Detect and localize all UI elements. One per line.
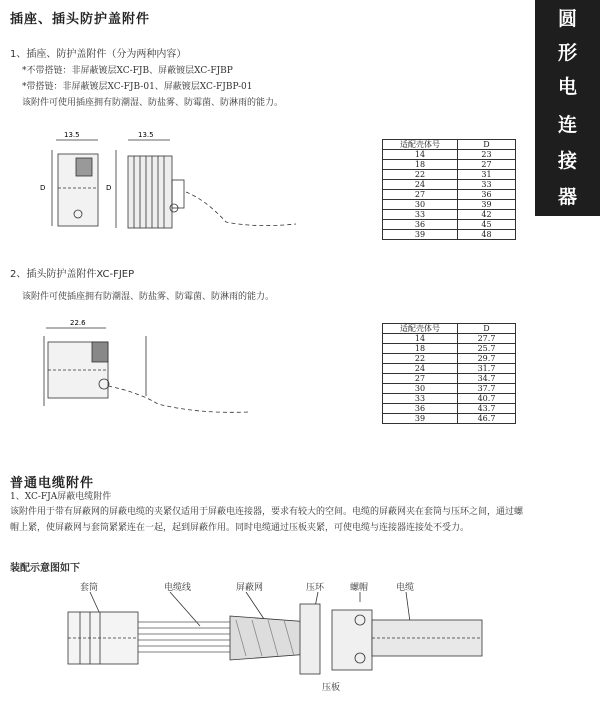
table-cell: 22 <box>383 354 458 364</box>
table-cell: 14 <box>383 150 458 160</box>
banner-char-3: 电 <box>557 76 577 98</box>
table-cell: 37.7 <box>458 384 516 394</box>
table-cell: 36 <box>458 190 516 200</box>
table-row <box>383 150 516 160</box>
dim-label-c: 22.6 <box>70 319 86 327</box>
assembly-drawing <box>60 592 500 684</box>
table-row <box>383 190 516 200</box>
label-nut: 螺帽 <box>350 583 369 593</box>
table-cell: 22 <box>383 170 458 180</box>
table-row <box>383 160 516 170</box>
table-cell: 39 <box>458 200 516 210</box>
table-row <box>383 384 516 394</box>
table-cell: 36 <box>383 220 458 230</box>
item1-title: 1、插座、防护盖附件（分为两种内容） <box>10 49 187 60</box>
table-cell: 39 <box>383 414 458 424</box>
table-row <box>383 210 516 220</box>
table-cell: 46.7 <box>458 414 516 424</box>
table-cell: 45 <box>458 220 516 230</box>
table-header-cell: 适配壳体号 <box>383 140 458 150</box>
table-cell: 33 <box>383 210 458 220</box>
banner-char-6: 器 <box>557 186 577 208</box>
table-cell: 29.7 <box>458 354 516 364</box>
cable-item1-paragraph: 该附件用于带有屏蔽网的屏蔽电缆的夹紧仅适用于屏蔽电连接器，要求有较大的空间。电缆的屏蔽网夹在套筒与压环之间，通过螺帽上紧，使屏蔽网与套筒紧紧连在一起，起到屏蔽作用。同时电缆通过压板夹紧，可使电缆与连接器连接处不受力。 <box>10 507 524 533</box>
table-row <box>383 230 516 240</box>
table-cell: 31.7 <box>458 364 516 374</box>
label-shield: 屏蔽网 <box>236 583 264 593</box>
table-cell: 27 <box>383 190 458 200</box>
item1-line3: 该附件可使用插座拥有防潮湿、防盐雾、防霉菌、防淋雨的能力。 <box>22 98 284 108</box>
item1-line1: *不带搭链：非屏蔽镀层XC-FJB、屏蔽镀层XC-FJBP <box>22 66 233 76</box>
table-row <box>383 414 516 424</box>
table-cell: 24 <box>383 364 458 374</box>
dim-label-a: 13.5 <box>64 131 80 139</box>
table-cell: 18 <box>383 160 458 170</box>
dim-label-b: 13.5 <box>138 131 154 139</box>
table-header-cell: 适配壳体号 <box>383 324 458 334</box>
table-cell: 39 <box>383 230 458 240</box>
table-cell: 14 <box>383 334 458 344</box>
table-cell: 18 <box>383 344 458 354</box>
item2-title: 2、插头防护盖附件XC-FJEP <box>10 269 135 280</box>
side-banner <box>535 0 600 216</box>
table-header-cell: D <box>458 140 516 150</box>
table-cell: 25.7 <box>458 344 516 354</box>
table-cell: 30 <box>383 200 458 210</box>
table-header-cell: D <box>458 324 516 334</box>
table-row <box>383 394 516 404</box>
banner-char-2: 形 <box>557 42 577 64</box>
table-cell: 23 <box>458 150 516 160</box>
table-row <box>383 220 516 230</box>
label-cable-wire: 电缆线 <box>164 583 192 593</box>
dim-label-d1: D <box>40 184 46 192</box>
table-header-row <box>383 324 516 334</box>
table-row <box>383 404 516 414</box>
section-title-cables: 普通电缆附件 <box>10 476 95 491</box>
socket-cover-drawing <box>36 128 296 238</box>
plug-cover-drawing <box>36 316 296 426</box>
table-cell: 36 <box>383 404 458 414</box>
section-title-plugs: 插座、插头防护盖附件 <box>10 12 151 27</box>
table-row <box>383 364 516 374</box>
dim-label-d2: D <box>106 184 112 192</box>
label-ring: 压环 <box>306 583 325 593</box>
table-cell: 27 <box>383 374 458 384</box>
spec-table-1 <box>382 139 516 240</box>
banner-char-5: 接 <box>557 150 577 172</box>
label-plate: 压板 <box>322 683 341 693</box>
item2-line: 该附件可使插座拥有防潮湿、防盐雾、防霉菌、防淋雨的能力。 <box>22 292 275 302</box>
table-row <box>383 334 516 344</box>
assembly-title: 装配示意图如下 <box>10 563 80 574</box>
label-sleeve: 套筒 <box>80 583 99 593</box>
spec-table-2 <box>382 323 516 424</box>
cable-item1-title: 1、XC-FJA屏蔽电缆附件 <box>10 492 112 502</box>
table-row <box>383 170 516 180</box>
table-row <box>383 344 516 354</box>
table-header-row <box>383 140 516 150</box>
label-cable: 电缆 <box>396 583 415 593</box>
banner-char-1: 圆 <box>557 8 577 30</box>
table-cell: 27.7 <box>458 334 516 344</box>
table-cell: 27 <box>458 160 516 170</box>
table-row <box>383 374 516 384</box>
table-cell: 42 <box>458 210 516 220</box>
table-cell: 34.7 <box>458 374 516 384</box>
table-row <box>383 200 516 210</box>
table-cell: 33 <box>383 394 458 404</box>
table-row <box>383 180 516 190</box>
table-cell: 24 <box>383 180 458 190</box>
table-cell: 40.7 <box>458 394 516 404</box>
table-row <box>383 354 516 364</box>
table-cell: 33 <box>458 180 516 190</box>
table-cell: 43.7 <box>458 404 516 414</box>
table-cell: 30 <box>383 384 458 394</box>
table-cell: 48 <box>458 230 516 240</box>
banner-char-4: 连 <box>557 114 577 136</box>
item1-line2: *带搭链：非屏蔽镀层XC-FJB-01、屏蔽镀层XC-FJBP-01 <box>22 82 253 92</box>
table-cell: 31 <box>458 170 516 180</box>
